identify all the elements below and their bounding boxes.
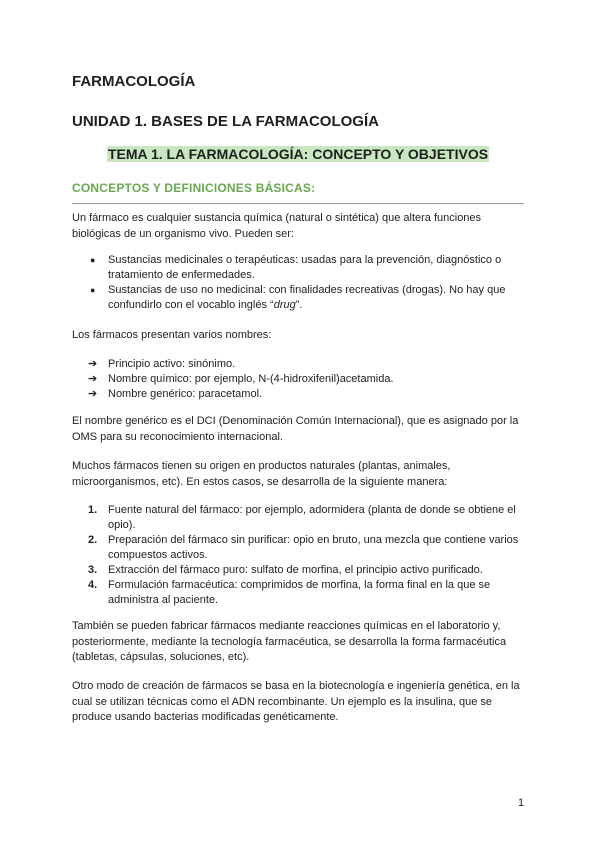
unit-title: UNIDAD 1. BASES DE LA FARMACOLOGÍA [72,113,379,130]
bullet-marker: ● [90,285,96,295]
topic-title [72,146,524,162]
list-item-text: Sustancias de uso no medicinal: con finalidades recreativas (drogas). No hay que confundirlo con el vocablo inglés “ [108,284,506,311]
drug-names-list [72,357,524,402]
list-item-text: Formulación farmacéutica: comprimidos de morfina, la forma final en la que se administra al paciente. [108,579,491,606]
step-number: 3. [88,564,98,576]
step-number: 2. [88,534,98,546]
list-item-text: Nombre químico: por ejemplo, N-(4-hidroxifenil)acetamida. [108,373,394,385]
list-item [72,578,524,608]
list-item-text: Extracción del fármaco puro: sulfato de morfina, el principio activo purificado. [108,564,483,576]
synthesis-paragraph: También se pueden fabricar fármacos mediante reacciones químicas en el laboratorio y, posteriormente, mediante la tecnología farmacéutica, se desarrolla la forma farmacéutica (tabletas, cápsulas, soluciones, etc). [72,620,507,663]
dci-paragraph: El nombre genérico es el DCI (Denominación Común Internacional), que es asignado por la OMS para su reconocimiento internacional. [72,415,519,443]
list-item-text: Sustancias medicinales o terapéuticas: usadas para la prevención, diagnóstico o tratamiento de enfermedades. [108,254,502,281]
natural-origin-paragraph: Muchos fármacos tienen su origen en productos naturales (plantas, animales, microorganismos, etc). En estos casos, se desarrolla de la siguiente manera: [72,460,451,488]
list-item [72,357,524,372]
development-steps-list [72,503,524,608]
arrow-icon: ➔ [88,388,98,400]
arrow-icon: ➔ [88,373,98,385]
section-title: CONCEPTOS Y DEFINICIONES BÁSICAS: [72,181,316,195]
drug-types-list [72,253,524,313]
names-intro-paragraph: Los fármacos presentan varios nombres: [72,329,272,341]
emphasized-term: drug [273,299,296,311]
list-item-text: Principio activo: sinónimo. [108,358,236,370]
section-divider [72,203,524,204]
list-item [72,563,524,578]
list-item-text: Fuente natural del fármaco: por ejemplo, adormidera (planta de donde se obtiene el opio). [108,504,516,531]
biotech-paragraph: Otro modo de creación de fármacos se basa en la biotecnología e ingeniería genética, en la cual se utilizan técnicas como el ADN recombinante. Un ejemplo es la insulina, que se produce usando bacterias modificadas genéticamente. [72,680,520,723]
bullet-marker: ● [90,255,96,265]
list-item-text: Nombre genérico: paracetamol. [108,388,263,400]
list-item [72,503,524,533]
step-number: 1. [88,504,98,516]
list-item [72,283,524,313]
page-number: 1 [518,797,525,809]
list-item [72,387,524,402]
list-item-text: Preparación del fármaco sin purificar: opio en bruto, una mezcla que contiene varios compuestos activos. [108,534,519,561]
list-item [72,372,524,387]
list-item-text-end: ”. [295,299,303,311]
step-number: 4. [88,579,98,591]
document-title: FARMACOLOGÍA [72,73,196,90]
topic-title-text: TEMA 1. LA FARMACOLOGÍA: CONCEPTO Y OBJETIVOS [107,146,489,162]
intro-paragraph: Un fármaco es cualquier sustancia química (natural o sintética) que altera funciones biológicas de un organismo vivo. Pueden ser: [72,212,482,240]
list-item [72,533,524,563]
arrow-icon: ➔ [88,358,98,370]
list-item [72,253,524,283]
